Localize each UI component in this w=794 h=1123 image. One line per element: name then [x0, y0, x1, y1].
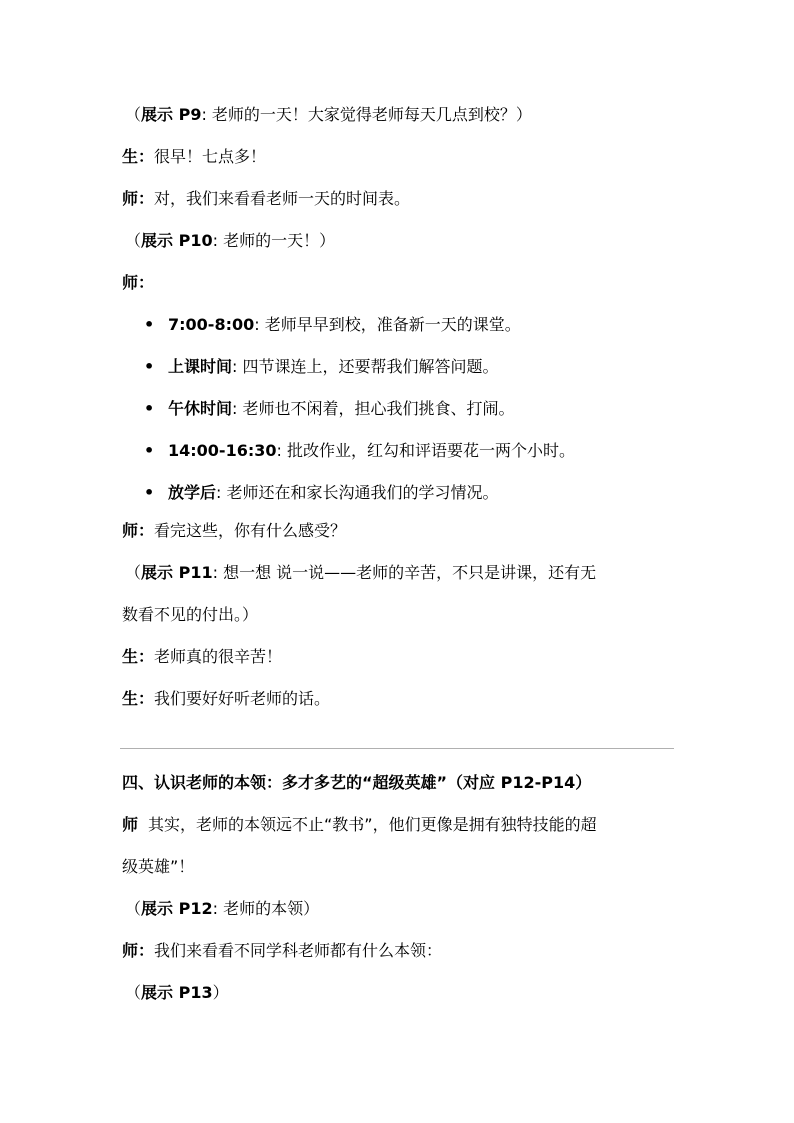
speaker-label: 师 — [122, 815, 139, 834]
slide-label: 展示 P12 — [141, 899, 213, 918]
schedule-desc: : 批改作业，红勾和评语要花一两个小时。 — [276, 441, 575, 460]
speech-text: 老师真的很辛苦！ — [154, 647, 283, 666]
slide-text: : 老师的一天！） — [212, 231, 336, 250]
speaker-label: 师： — [122, 189, 155, 208]
p11-line — [125, 562, 685, 584]
slide-text: : 老师的本领） — [212, 899, 320, 918]
bullet-icon: • — [144, 315, 155, 334]
teacher-line-3 — [122, 520, 682, 542]
schedule-desc: : 四节课连上，还要帮我们解答问题。 — [232, 357, 499, 376]
student-line-2 — [122, 646, 682, 668]
schedule-desc: : 老师还在和家长沟通我们的学习情况。 — [216, 483, 499, 502]
speech-text: 对，我们来看看老师一天的时间表。 — [154, 189, 411, 208]
speech-text: 很早！七点多！ — [154, 147, 267, 166]
speaker-label: 师： — [122, 941, 155, 960]
bullet-icon: • — [144, 399, 155, 418]
paren-open: （ — [125, 231, 142, 250]
p12-line — [125, 898, 685, 920]
section-heading — [122, 772, 682, 794]
p10-line — [125, 230, 685, 252]
p9-line — [125, 104, 685, 126]
speaker-label: 生： — [122, 147, 155, 166]
teacher-line-4 — [122, 814, 682, 836]
teacher-line-5 — [122, 940, 682, 962]
student-line-1 — [122, 146, 682, 168]
student-line-3 — [122, 688, 682, 710]
slide-label: 展示 P11 — [141, 563, 213, 582]
speech-text: 级英雄”！ — [122, 857, 195, 876]
schedule-item — [144, 482, 704, 504]
schedule-desc: : 老师早早到校，准备新一天的课堂。 — [254, 315, 521, 334]
schedule-item — [144, 356, 704, 378]
speaker-label: 生： — [122, 689, 155, 708]
teacher-line-1 — [122, 188, 682, 210]
schedule-term: 放学后 — [168, 483, 217, 502]
paren-close: ） — [212, 983, 229, 1002]
schedule-desc: : 老师也不闲着，担心我们挑食、打闹。 — [232, 399, 515, 418]
bullet-icon: • — [144, 483, 155, 502]
teacher-line-2 — [122, 272, 682, 294]
schedule-item — [144, 398, 704, 420]
slide-text: 数看不见的付出。） — [122, 605, 259, 624]
speech-text: 看完这些，你有什么感受？ — [154, 521, 347, 540]
bullet-icon: • — [144, 357, 155, 376]
slide-text: : 想一想 说一说——老师的辛苦，不只是讲课，还有无 — [212, 563, 597, 582]
paren-open: （ — [125, 563, 142, 582]
slide-label: 展示 P10 — [141, 231, 213, 250]
speech-text: 其实，老师的本领远不止“教书”，他们更像是拥有独特技能的超 — [148, 815, 597, 834]
schedule-item — [144, 314, 704, 336]
section-heading-text: 四、认识老师的本领：多才多艺的“超级英雄”（对应 P12-P14） — [122, 773, 592, 792]
speech-text: 我们要好好听老师的话。 — [154, 689, 331, 708]
schedule-term: 午休时间 — [168, 399, 233, 418]
slide-label: 展示 P9 — [141, 105, 202, 124]
teacher-line-4-cont — [122, 856, 682, 878]
speaker-label: 师： — [122, 273, 155, 292]
section-divider — [120, 748, 674, 749]
paren-open: （ — [125, 899, 142, 918]
schedule-term: 14:00-16:30 — [168, 441, 277, 460]
paren-open: （ — [125, 983, 142, 1002]
bullet-icon: • — [144, 441, 155, 460]
p13-line — [125, 982, 685, 1004]
slide-text: : 老师的一天！大家觉得老师每天几点到校？） — [201, 105, 532, 124]
schedule-term: 上课时间 — [168, 357, 233, 376]
paren-open: （ — [125, 105, 142, 124]
speech-text: 我们来看看不同学科老师都有什么本领： — [154, 941, 443, 960]
slide-label: 展示 P13 — [141, 983, 213, 1002]
speaker-label: 生： — [122, 647, 155, 666]
schedule-item — [144, 440, 704, 462]
speaker-label: 师： — [122, 521, 155, 540]
schedule-term: 7:00-8:00 — [168, 315, 255, 334]
p11-line-cont — [122, 604, 682, 626]
